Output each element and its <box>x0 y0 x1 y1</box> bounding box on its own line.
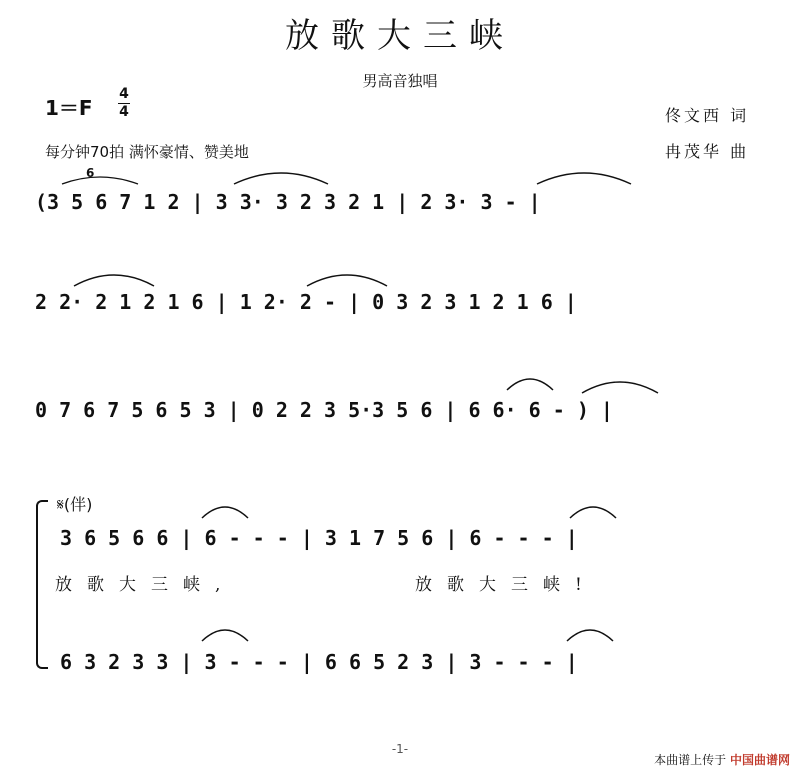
notation-row-3: 0 7 6 7 5 6 5 3 | 0 2 2 3 5·3 5 6 | 6 6· 6 - ) | <box>35 398 613 422</box>
lyricist-credit: 佟文西 词 <box>665 106 750 125</box>
tie-arc <box>535 166 633 186</box>
time-signature-bottom: 4 <box>119 104 129 120</box>
tie-arc <box>200 623 250 643</box>
tie-arc <box>305 268 389 288</box>
site-logo: 中国曲谱网 <box>729 753 790 767</box>
performance-type: 男高音独唱 <box>362 72 438 90</box>
tie-arc <box>568 500 618 520</box>
tie-arc <box>232 166 330 186</box>
tie-arc <box>505 372 555 392</box>
tuplet-number: 6 <box>86 166 95 180</box>
notation-row-5: 6 3 2 3 3 | 3 - - - | 6 6 5 2 3 | 3 - - - | <box>60 650 578 674</box>
key-signature: 1＝F <box>45 96 93 120</box>
segno-accompaniment-label: 𝄋(伴) <box>57 495 93 514</box>
time-signature <box>117 86 131 121</box>
system-brace <box>36 500 48 669</box>
tie-arc <box>72 268 156 288</box>
notation-row-2: 2 2· 2 1 2 1 6 | 1 2· 2 - | 0 3 2 3 1 2 1 6 | <box>35 290 577 314</box>
lyric-line-1: 放歌大三峡, <box>55 575 236 595</box>
tuplet-bracket <box>60 172 140 186</box>
lyric-line-2: 放歌大三峡! <box>415 575 597 595</box>
tie-arc <box>200 500 250 520</box>
notation-row-4: 3 6 5 6 6 | 6 - - - | 3 1 7 5 6 | 6 - - - | <box>60 526 578 550</box>
upload-credit <box>654 751 790 768</box>
tie-arc <box>565 623 615 643</box>
song-title: 放歌大三峡 <box>285 16 515 56</box>
time-signature-top: 4 <box>119 86 129 102</box>
composer-credit: 冉茂华 曲 <box>665 142 750 161</box>
tempo-marking: 每分钟70拍 满怀豪情、赞美地 <box>45 143 249 161</box>
page-number: -1- <box>391 742 409 756</box>
upload-credit-text: 本曲谱上传于 <box>654 753 727 767</box>
tie-arc <box>580 375 660 395</box>
notation-row-1: (3 5 6 7 1 2 | 3 3· 3 2 3 2 1 | 2 3· 3 - | <box>35 190 541 214</box>
